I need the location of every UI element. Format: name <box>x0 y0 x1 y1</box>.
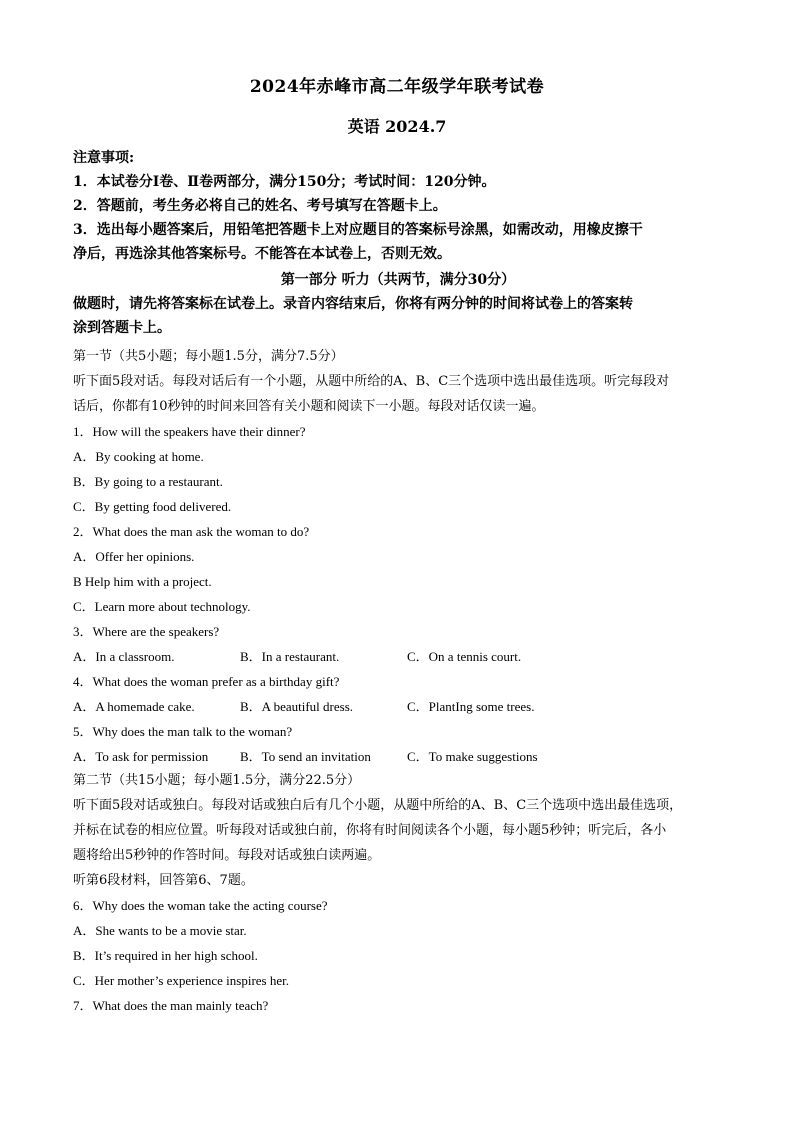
question-6-option-a: A．She wants to be a movie star. <box>73 923 247 938</box>
question-1-option-c: C．By getting food delivered. <box>73 499 232 514</box>
section1-heading: 第一节（共5小题；每小题1.5分，满分7.5分） <box>73 349 344 364</box>
question-6-option-c: C．Her mother’s experience inspires her. <box>73 973 289 988</box>
question-1-stem: 1．How will the speakers have their dinner? <box>73 424 306 439</box>
part1-instruction: 涂到答题卡上。 <box>73 320 171 336</box>
question-7-stem: 7．What does the man mainly teach? <box>73 998 269 1013</box>
question-6-stem: 6．Why does the woman take the acting course? <box>73 898 328 913</box>
question-4-option-b: B．A beautiful dress. <box>240 699 354 714</box>
question-4-stem: 4．What does the woman prefer as a birthday gift? <box>73 674 340 689</box>
notice-item: 2．答题前，考生务必将自己的姓名、考号填写在答题卡上。 <box>73 198 447 214</box>
question-1-option-b: B．By going to a restaurant. <box>73 474 223 489</box>
question-5-option-c: C．To make suggestions <box>407 749 538 764</box>
question-1-option-a: A．By cooking at home. <box>73 449 204 464</box>
question-3-stem: 3．Where are the speakers? <box>73 624 220 639</box>
question-4-option-c: C．PlantIng some trees. <box>407 699 535 714</box>
part1-heading: 第一部分 听力（共两节，满分30分） <box>280 272 516 288</box>
notice-item: 1．本试卷分Ⅰ卷、Ⅱ卷两部分，满分150分；考试时间：120分钟。 <box>73 174 496 190</box>
notice-item: 3．选出每小题答案后，用铅笔把答题卡上对应题目的答案标号涂黑，如需改动，用橡皮擦干 <box>73 222 643 238</box>
section1-instruction: 话后，你都有10秒钟的时间来回答有关小题和阅读下一小题。每段对话仅读一遍。 <box>73 399 545 414</box>
notice-section <box>73 146 723 266</box>
question-2-option-c: C．Learn more about technology. <box>73 599 251 614</box>
question-5-stem: 5．Why does the man talk to the woman? <box>73 724 293 739</box>
question-2-option-a: A．Offer her opinions. <box>73 549 195 564</box>
part1-section <box>73 268 723 340</box>
question-2-stem: 2．What does the man ask the woman to do? <box>73 524 310 539</box>
question-3-option-b: B．In a restaurant. <box>240 649 340 664</box>
question-4-options <box>73 694 723 719</box>
question-3-option-a: A．In a classroom. <box>73 649 175 664</box>
page-subtitle: 英语 2024.7 <box>347 117 447 136</box>
material-6-label: 听第6段材料，回答第6、7题。 <box>73 873 254 888</box>
question-5-options <box>73 744 723 769</box>
page-title: 2024年赤峰市高二年级学年联考试卷 <box>249 77 545 97</box>
section1-instruction: 听下面5段对话。每段对话后有一个小题，从题中所给的A、B、C三个选项中选出最佳选项。听完每段对 <box>73 374 670 389</box>
notice-item: 净后，再选涂其他答案标号。不能答在本试卷上，否则无效。 <box>73 246 451 262</box>
section2-instruction: 题将给出5秒钟的作答时间。每段对话或独白读两遍。 <box>73 848 381 863</box>
section2 <box>73 768 723 1018</box>
section2-instruction: 听下面5段对话或独白。每段对话或独白后有几个小题，从题中所给的A、B、C三个选项中选出最佳选项， <box>73 798 683 813</box>
question-3-option-c: C．On a tennis court. <box>407 649 522 664</box>
question-5-option-b: B．To send an invitation <box>240 749 371 764</box>
question-4-option-a: A．A homemade cake. <box>73 699 195 714</box>
part1-instruction: 做题时，请先将答案标在试卷上。录音内容结束后，你将有两分钟的时间将试卷上的答案转 <box>73 296 633 312</box>
notice-heading: 注意事项: <box>73 150 135 166</box>
question-5-option-a: A．To ask for permission <box>73 749 209 764</box>
question-3-options <box>73 644 723 669</box>
section2-instruction: 并标在试卷的相应位置。听每段对话或独白前，你将有时间阅读各个小题，每小题5秒钟；听完后，各小 <box>73 823 667 838</box>
section2-heading: 第二节（共15小题；每小题1.5分，满分22.5分） <box>73 773 361 788</box>
question-6-option-b: B．It’s required in her high school. <box>73 948 258 963</box>
question-2-option-b: B Help him with a project. <box>73 574 212 589</box>
section1 <box>73 344 723 769</box>
